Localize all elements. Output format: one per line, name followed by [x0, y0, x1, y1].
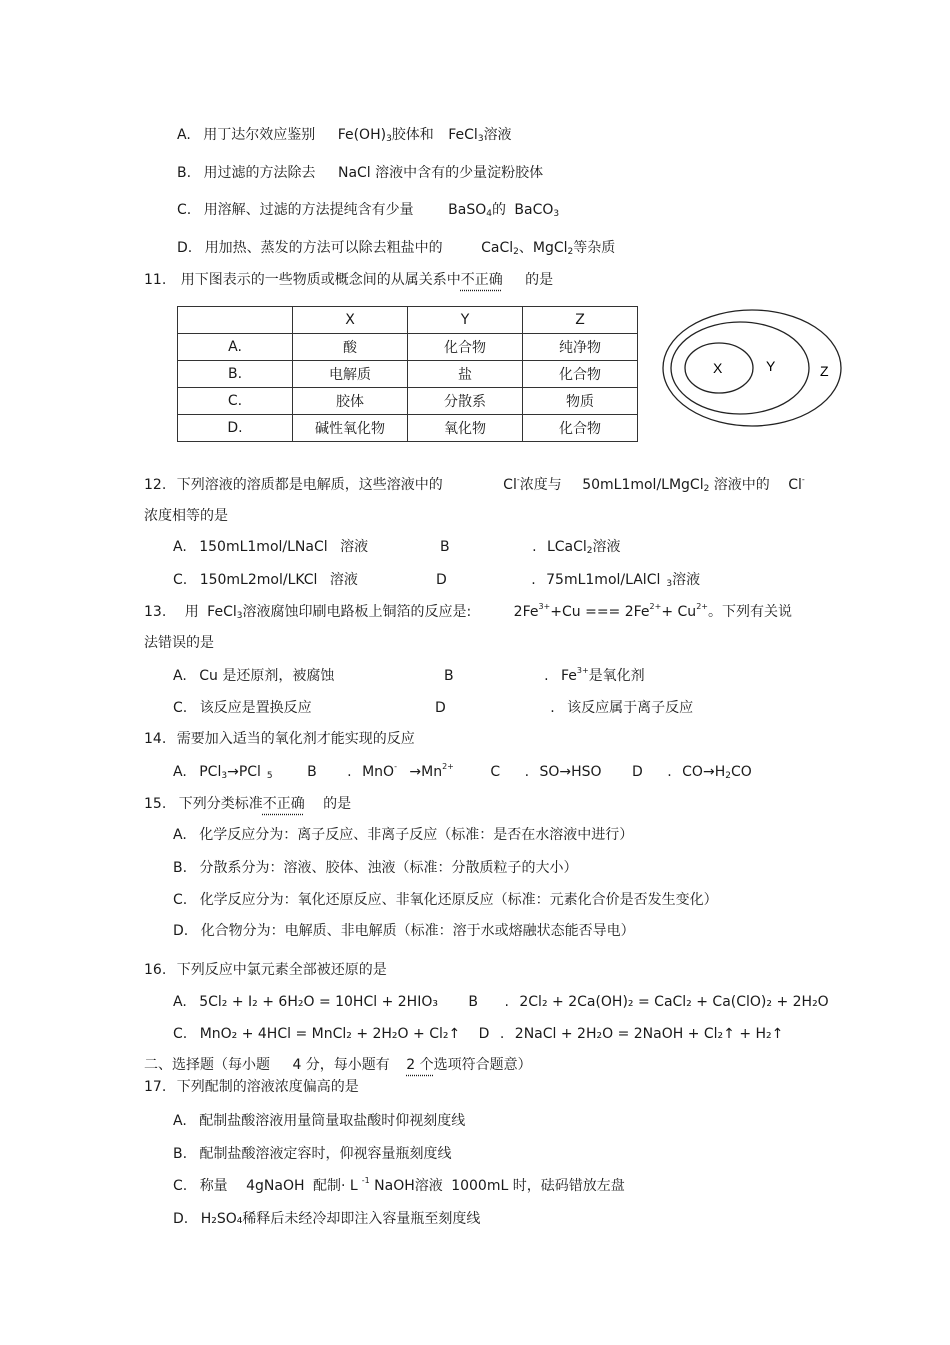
option-letter: D. [173, 923, 189, 939]
question-text: 下列反应中氯元素全部被还原的是 [176, 962, 387, 978]
table-row [178, 388, 638, 415]
question-number: 12. [144, 477, 167, 493]
table-cell: C. [178, 388, 293, 415]
q15-option-b [173, 859, 578, 877]
table-cell: D. [178, 415, 293, 442]
section-text: 选项符合题意） [433, 1057, 532, 1073]
q15-option-c [173, 891, 718, 909]
subscript: 3 [477, 134, 484, 144]
arrow: → [227, 764, 239, 780]
table-cell: 酸 [293, 334, 408, 361]
table-cell: 胶体 [293, 388, 408, 415]
formula: NaCl [337, 165, 371, 181]
section-text: 二、选择题（每小题 [144, 1057, 270, 1073]
q13-option-d [435, 699, 693, 717]
option-text: NaOH溶液 [374, 1178, 443, 1194]
option-letter: C. [177, 202, 192, 218]
q12-stem-cont: 浓度相等的是 [144, 508, 228, 524]
option-letter: C. [173, 892, 188, 908]
option-text: 该反应是置换反应 [199, 700, 312, 716]
option-text: 配制盐酸溶液定容时，仰视容量瓶刻度线 [199, 1146, 452, 1162]
q11-table [177, 306, 638, 442]
formula: CaCl [481, 240, 514, 256]
option-text: 溶液 [672, 572, 701, 588]
option-text: 分散系分为：溶液、胶体、浊液（标准：分散质粒子的大小） [199, 860, 578, 876]
question-text: 浓度与 [519, 477, 562, 493]
table-cell: 化合物 [522, 415, 637, 442]
question-text: 下列溶液的溶质都是电解质，这些溶液中的 [176, 477, 443, 493]
question-number: 17. [144, 1079, 167, 1095]
venn-outer-ellipse [663, 310, 841, 426]
q17-option-d [173, 1210, 480, 1228]
option-text: 的 [491, 202, 506, 218]
option-dot: . [504, 994, 509, 1010]
superscript: - [516, 475, 520, 484]
venn-diagram [660, 304, 850, 434]
option-letter: C. [173, 572, 188, 588]
q12-option-d [436, 571, 700, 589]
table-row [178, 415, 638, 442]
option-text: 是氧化剂 [588, 668, 645, 684]
formula: BaSO [448, 202, 487, 218]
option-text: 75mL1mol/LAlCl [546, 572, 661, 588]
option-text: 化学反应分为：离子反应、非离子反应（标准：是否在水溶液中进行） [199, 827, 634, 843]
table-cell: 物质 [522, 388, 637, 415]
table-cell: 化合物 [522, 361, 637, 388]
superscript: -1 [361, 1176, 370, 1185]
option-text: MnO₂ + 4HCl = MnCl₂ + 2H₂O + Cl₂↑ [199, 1026, 461, 1042]
formula: FeCl [448, 127, 478, 143]
formula: CO [682, 764, 703, 780]
superscript: 3+ [538, 602, 551, 611]
emphasis-text: 不正确 [262, 796, 305, 812]
option-letter: B. [177, 165, 192, 181]
option-text: H₂SO₄稀释后未经冷却即注入容量瓶至刻度线 [200, 1211, 481, 1227]
q12-option-a [173, 538, 368, 556]
q14-options [173, 763, 752, 781]
table-cell: 氧化物 [407, 415, 522, 442]
subscript: 2 [513, 247, 519, 257]
option-text: 2Cl₂ + 2Ca(OH)₂ = CaCl₂ + Ca(ClO)₂ + 2H₂O [519, 994, 829, 1010]
option-letter: C. [173, 1026, 188, 1042]
q12-option-b [440, 538, 621, 556]
option-text: 该反应属于离子反应 [567, 700, 694, 716]
option-text: 150mL2mol/LKCl [199, 572, 318, 588]
arrow: → [702, 764, 715, 780]
option-letter: B. [173, 860, 188, 876]
table-cell: A. [178, 334, 293, 361]
question-text: 。下列有关说 [707, 604, 792, 620]
q13-option-c [173, 699, 312, 717]
emphasis-text: 不正确 [460, 272, 503, 288]
subscript: 2 [725, 771, 731, 781]
option-letter: B [307, 764, 317, 780]
option-letter: C [490, 764, 501, 780]
venn-middle-ellipse [671, 322, 809, 414]
option-text: 配制盐酸溶液用量筒量取盐酸时仰视刻度线 [199, 1113, 466, 1129]
formula: CO [730, 764, 752, 780]
option-text: 用加热、蒸发的方法可以除去粗盐中的 [204, 240, 443, 256]
subscript: 5 [266, 771, 273, 781]
table-header-cell [178, 307, 293, 334]
option-letter: B [444, 668, 454, 684]
arrow: → [559, 764, 572, 780]
option-letter: A. [173, 994, 187, 1010]
option-dot: . [499, 1026, 505, 1042]
option-text: 等杂质 [573, 240, 616, 256]
option-letter: A. [173, 539, 187, 555]
option-letter: C. [173, 1178, 188, 1194]
equation: +Cu === 2Fe [550, 604, 650, 620]
q16-stem [144, 961, 387, 979]
option-text: 5Cl₂ + I₂ + 6H₂O = 10HCl + 2HIO₃ [199, 994, 438, 1010]
formula: FeCl [207, 604, 237, 620]
option-dot: . [347, 764, 352, 780]
option-letter: D. [173, 1211, 189, 1227]
formula: PCl [199, 764, 222, 780]
table-header-cell: Y [407, 307, 522, 334]
q17-option-c [173, 1177, 625, 1195]
table-header-cell: Z [522, 307, 637, 334]
q10-option-d [177, 239, 615, 257]
q12-option-c [173, 571, 358, 589]
option-text: Fe [560, 668, 577, 684]
option-text: 用溶解、过滤的方法提纯含有少量 [203, 202, 414, 218]
table-row [178, 334, 638, 361]
option-letter: A. [173, 827, 187, 843]
question-text: 溶液中的 [713, 477, 770, 493]
option-text: 用丁达尔效应鉴别 [203, 127, 316, 143]
option-letter: B [468, 994, 479, 1010]
option-dot: . [550, 700, 555, 716]
venn-label-y: Y [766, 358, 776, 374]
q12-stem [144, 476, 805, 494]
option-letter: B. [173, 1146, 188, 1162]
subscript: 3 [553, 209, 560, 219]
table-cell: 化合物 [407, 334, 522, 361]
equation: 2Fe [513, 604, 539, 620]
q10-option-b [177, 164, 543, 182]
q13-stem [144, 603, 792, 621]
subscript: 2 [586, 546, 593, 556]
superscript: 3+ [576, 666, 589, 675]
formula: Mn [421, 764, 443, 780]
subscript: 2 [703, 484, 710, 494]
option-text: 2NaCl + 2H₂O = 2NaOH + Cl₂↑ + H₂↑ [514, 1026, 784, 1042]
table-cell: 盐 [407, 361, 522, 388]
option-text: 溶液 [340, 539, 369, 555]
formula: PCl [238, 764, 261, 780]
formula: 50mL1mol/LMgCl [582, 477, 704, 493]
option-text: 溶液 [483, 127, 512, 143]
formula: HSO [571, 764, 602, 780]
option-dot: . [532, 539, 537, 555]
question-number: 13. [144, 604, 167, 620]
venn-label-x: X [713, 360, 723, 376]
q17-option-b [173, 1145, 452, 1163]
option-letter: C. [173, 700, 188, 716]
section-text: 4 分，每小题有 [292, 1057, 390, 1073]
option-text: 化合物分为：电解质、非电解质（标准：溶于水或熔融状态能否导电） [200, 923, 635, 939]
q16-options-cd [173, 1025, 783, 1043]
table-cell: 电解质 [293, 361, 408, 388]
superscript: - [394, 762, 397, 771]
question-number: 16. [144, 962, 167, 978]
question-text: 下列分类标准 [178, 796, 263, 812]
q15-option-a [173, 826, 633, 844]
option-text: Cu 是还原剂，被腐蚀 [199, 668, 335, 684]
q17-option-a [173, 1112, 465, 1130]
question-number: 15. [144, 796, 167, 812]
option-letter: D [436, 572, 447, 588]
formula: BaCO [514, 202, 554, 218]
option-text: 溶液中含有的少量淀粉胶体 [375, 165, 544, 181]
table-cell: 分散系 [407, 388, 522, 415]
option-text: 溶液 [329, 572, 358, 588]
option-letter: D [478, 1026, 490, 1042]
option-text: 150mL1mol/LNaCl [199, 539, 328, 555]
question-text: 的是 [525, 272, 554, 288]
question-number: 11. [144, 272, 167, 288]
q10-option-a [177, 126, 512, 144]
subscript: 2 [567, 247, 574, 257]
option-text: 4gNaOH [246, 1178, 305, 1194]
superscript: 2+ [442, 762, 454, 771]
option-text: LCaCl [546, 539, 587, 555]
venn-label-z: Z [820, 363, 829, 379]
table-cell: B. [178, 361, 293, 388]
q11-stem [144, 271, 553, 289]
question-text: 下列配制的溶液浓度偏高的是 [176, 1079, 359, 1095]
option-letter: D. [177, 240, 193, 256]
question-text: 用 [184, 604, 199, 620]
table-row [178, 361, 638, 388]
option-text: 化学反应分为：氧化还原反应、非氧化还原反应（标准：元素化合价是否发生变化） [199, 892, 718, 908]
option-dot: . [667, 764, 672, 780]
superscript: 2+ [696, 602, 708, 611]
equation: + Cu [661, 604, 697, 620]
question-text: 用下图表示的一些物质或概念间的从属关系中 [180, 272, 461, 288]
option-text: 用过滤的方法除去 [203, 165, 316, 181]
question-text: 溶液腐蚀印刷电路板上铜箔的反应是: [242, 604, 472, 620]
table-cell: 纯净物 [522, 334, 637, 361]
table-header-row [178, 307, 638, 334]
option-letter: B [440, 539, 450, 555]
q10-option-c [177, 201, 559, 219]
option-letter: A. [177, 127, 191, 143]
q14-stem [144, 730, 415, 748]
option-letter: A. [173, 668, 187, 684]
q15-option-d [173, 922, 635, 940]
option-dot: . [544, 668, 549, 684]
subscript: 3 [386, 134, 392, 144]
option-text: 称量 [199, 1178, 228, 1194]
q13-stem-cont: 法错误的是 [144, 635, 214, 651]
formula: H [714, 764, 726, 780]
option-text: 配制· L [313, 1178, 358, 1194]
option-text: 溶液 [592, 539, 621, 555]
superscript: - [801, 475, 805, 484]
option-letter: D [435, 700, 446, 716]
question-number: 14. [144, 731, 167, 747]
q13-option-a [173, 667, 334, 685]
table-cell: 碱性氧化物 [293, 415, 408, 442]
option-text: 胶体和 [391, 127, 434, 143]
subscript: 4 [486, 209, 492, 219]
q16-options-ab [173, 993, 829, 1011]
emphasis-text: 2 个 [406, 1057, 434, 1073]
option-text: 1000mL 时，砝码错放左盘 [451, 1178, 625, 1194]
question-text: 需要加入适当的氧化剂才能实现的反应 [176, 731, 415, 747]
option-letter: A. [173, 764, 187, 780]
question-text: 的是 [323, 796, 352, 812]
formula: Fe(OH) [337, 127, 387, 143]
subscript: 3 [236, 611, 243, 621]
arrow: → [409, 764, 422, 780]
q13-option-b [444, 667, 645, 685]
formula: Cl [503, 477, 517, 493]
subscript: 3 [221, 771, 228, 781]
formula: Cl [788, 477, 802, 493]
q17-stem [144, 1078, 359, 1096]
option-letter: A. [173, 1113, 187, 1129]
formula: 、MgCl [518, 240, 568, 256]
q15-stem [144, 795, 351, 813]
table-header-cell: X [293, 307, 408, 334]
option-dot: . [531, 572, 536, 588]
subscript: 3 [666, 579, 673, 589]
option-letter: D [632, 764, 643, 780]
formula: MnO [362, 764, 395, 780]
option-dot: . [524, 764, 530, 780]
formula: SO [539, 764, 560, 780]
superscript: 2+ [649, 602, 662, 611]
section-2-header [144, 1056, 532, 1074]
